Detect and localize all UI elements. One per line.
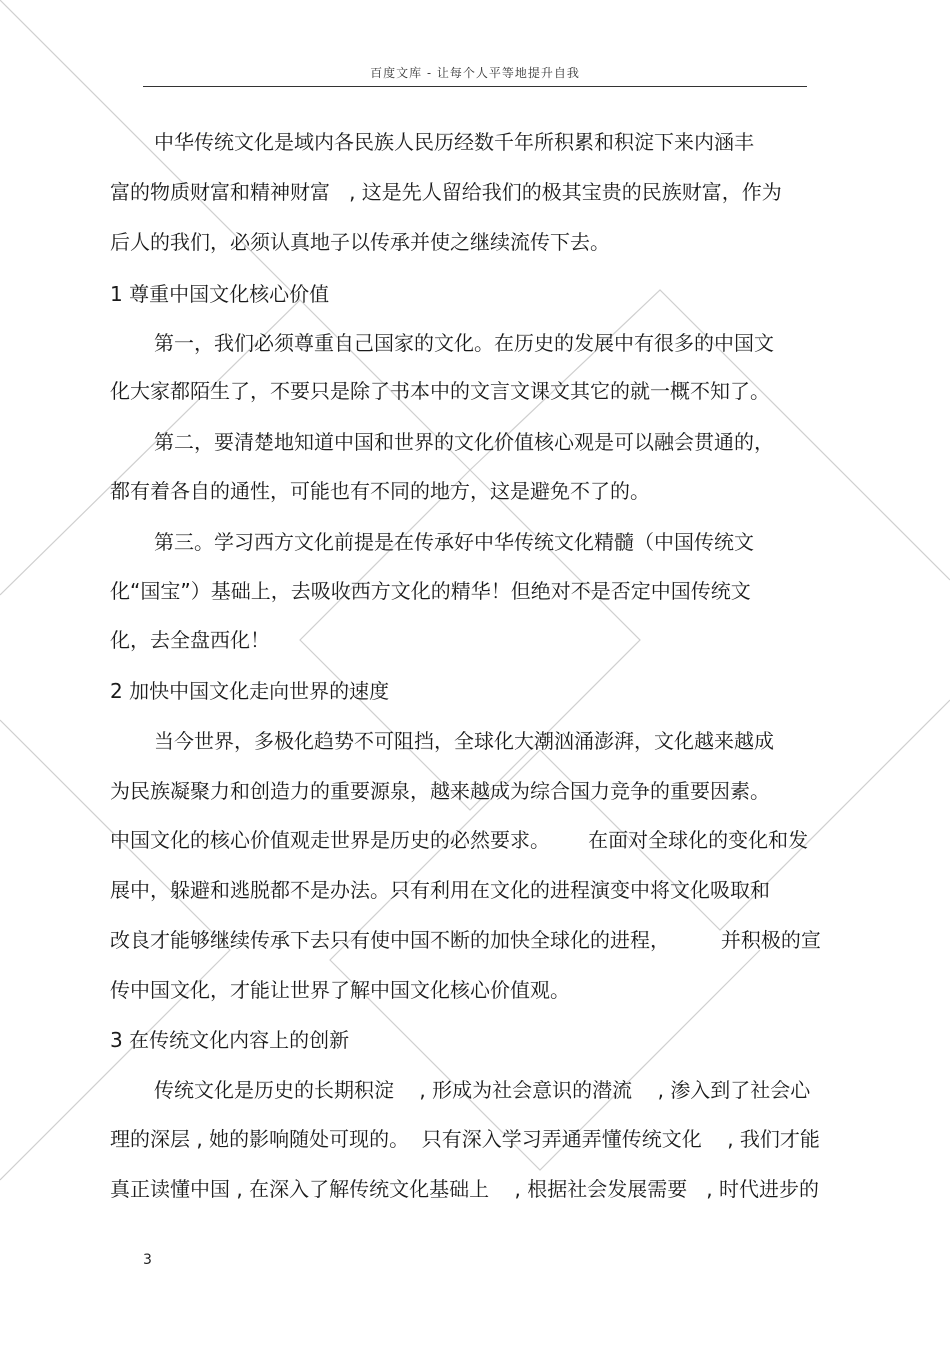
paragraph-line: 中国文化的核心价值观走世界是历史的必然要求。 在面对全球化的变化和发 xyxy=(110,828,809,852)
paragraph-line: 化大家都陌生了，不要只是除了书本中的文言文课文其它的就一概不知了。 xyxy=(110,379,770,403)
paragraph-line: 改良才能够继续传承下去只有使中国不断的加快全球化的进程， 并积极的宣 xyxy=(110,928,821,952)
paragraph-line: 中华传统文化是域内各民族人民历经数千年所积累和积淀下来内涵丰 xyxy=(154,130,754,154)
paragraph-line: 当今世界，多极化趋势不可阻挡，全球化大潮汹涌澎湃，文化越来越成 xyxy=(154,729,774,753)
paragraph-line: 传中国文化，才能让世界了解中国文化核心价值观。 xyxy=(110,978,570,1002)
paragraph-line: 都有着各自的通性，可能也有不同的地方，这是避免不了的。 xyxy=(110,479,650,503)
paragraph-line: 后人的我们，必须认真地子以传承并使之继续流传下去。 xyxy=(110,230,610,254)
section-heading: 3 在传统文化内容上的创新 xyxy=(110,1028,350,1052)
section-heading: 2 加快中国文化走向世界的速度 xyxy=(110,679,390,703)
header-divider xyxy=(143,86,807,87)
paragraph-line: 真正读懂中国 , 在深入了解传统文化基础上 , 根据社会发展需要 , 时代进步的 xyxy=(110,1177,820,1201)
section-heading: 1 尊重中国文化核心价值 xyxy=(110,282,330,306)
paragraph-line: 传统文化是历史的长期积淀 , 形成为社会意识的潜流 , 渗入到了社会心 xyxy=(154,1078,811,1102)
document-header: 百度文库 - 让每个人平等地提升自我 xyxy=(370,66,580,80)
paragraph-line: 化“国宝”）基础上，去吸收西方文化的精华！但绝对不是否定中国传统文 xyxy=(110,579,751,603)
paragraph-line: 富的物质财富和精神财富 , 这是先人留给我们的极其宝贵的民族财富，作为 xyxy=(110,180,782,204)
paragraph-line: 化，去全盘西化！ xyxy=(110,628,270,652)
paragraph-line: 第一，我们必须尊重自己国家的文化。在历史的发展中有很多的中国文 xyxy=(154,331,774,355)
paragraph-line: 第二，要清楚地知道中国和世界的文化价值核心观是可以融会贯通的， xyxy=(154,430,774,454)
paragraph-line: 理的深层 , 她的影响随处可现的。 只有深入学习弄通弄懂传统文化 , 我们才能 xyxy=(110,1127,820,1151)
paragraph-line: 第三。学习西方文化前提是在传承好中华传统文化精髓（中国传统文 xyxy=(154,530,754,554)
paragraph-line: 为民族凝聚力和创造力的重要源泉，越来越成为综合国力竞争的重要因素。 xyxy=(110,779,770,803)
paragraph-line: 展中，躲避和逃脱都不是办法。只有利用在文化的进程演变中将文化吸取和 xyxy=(110,878,770,902)
page-number: 3 xyxy=(143,1252,152,1268)
